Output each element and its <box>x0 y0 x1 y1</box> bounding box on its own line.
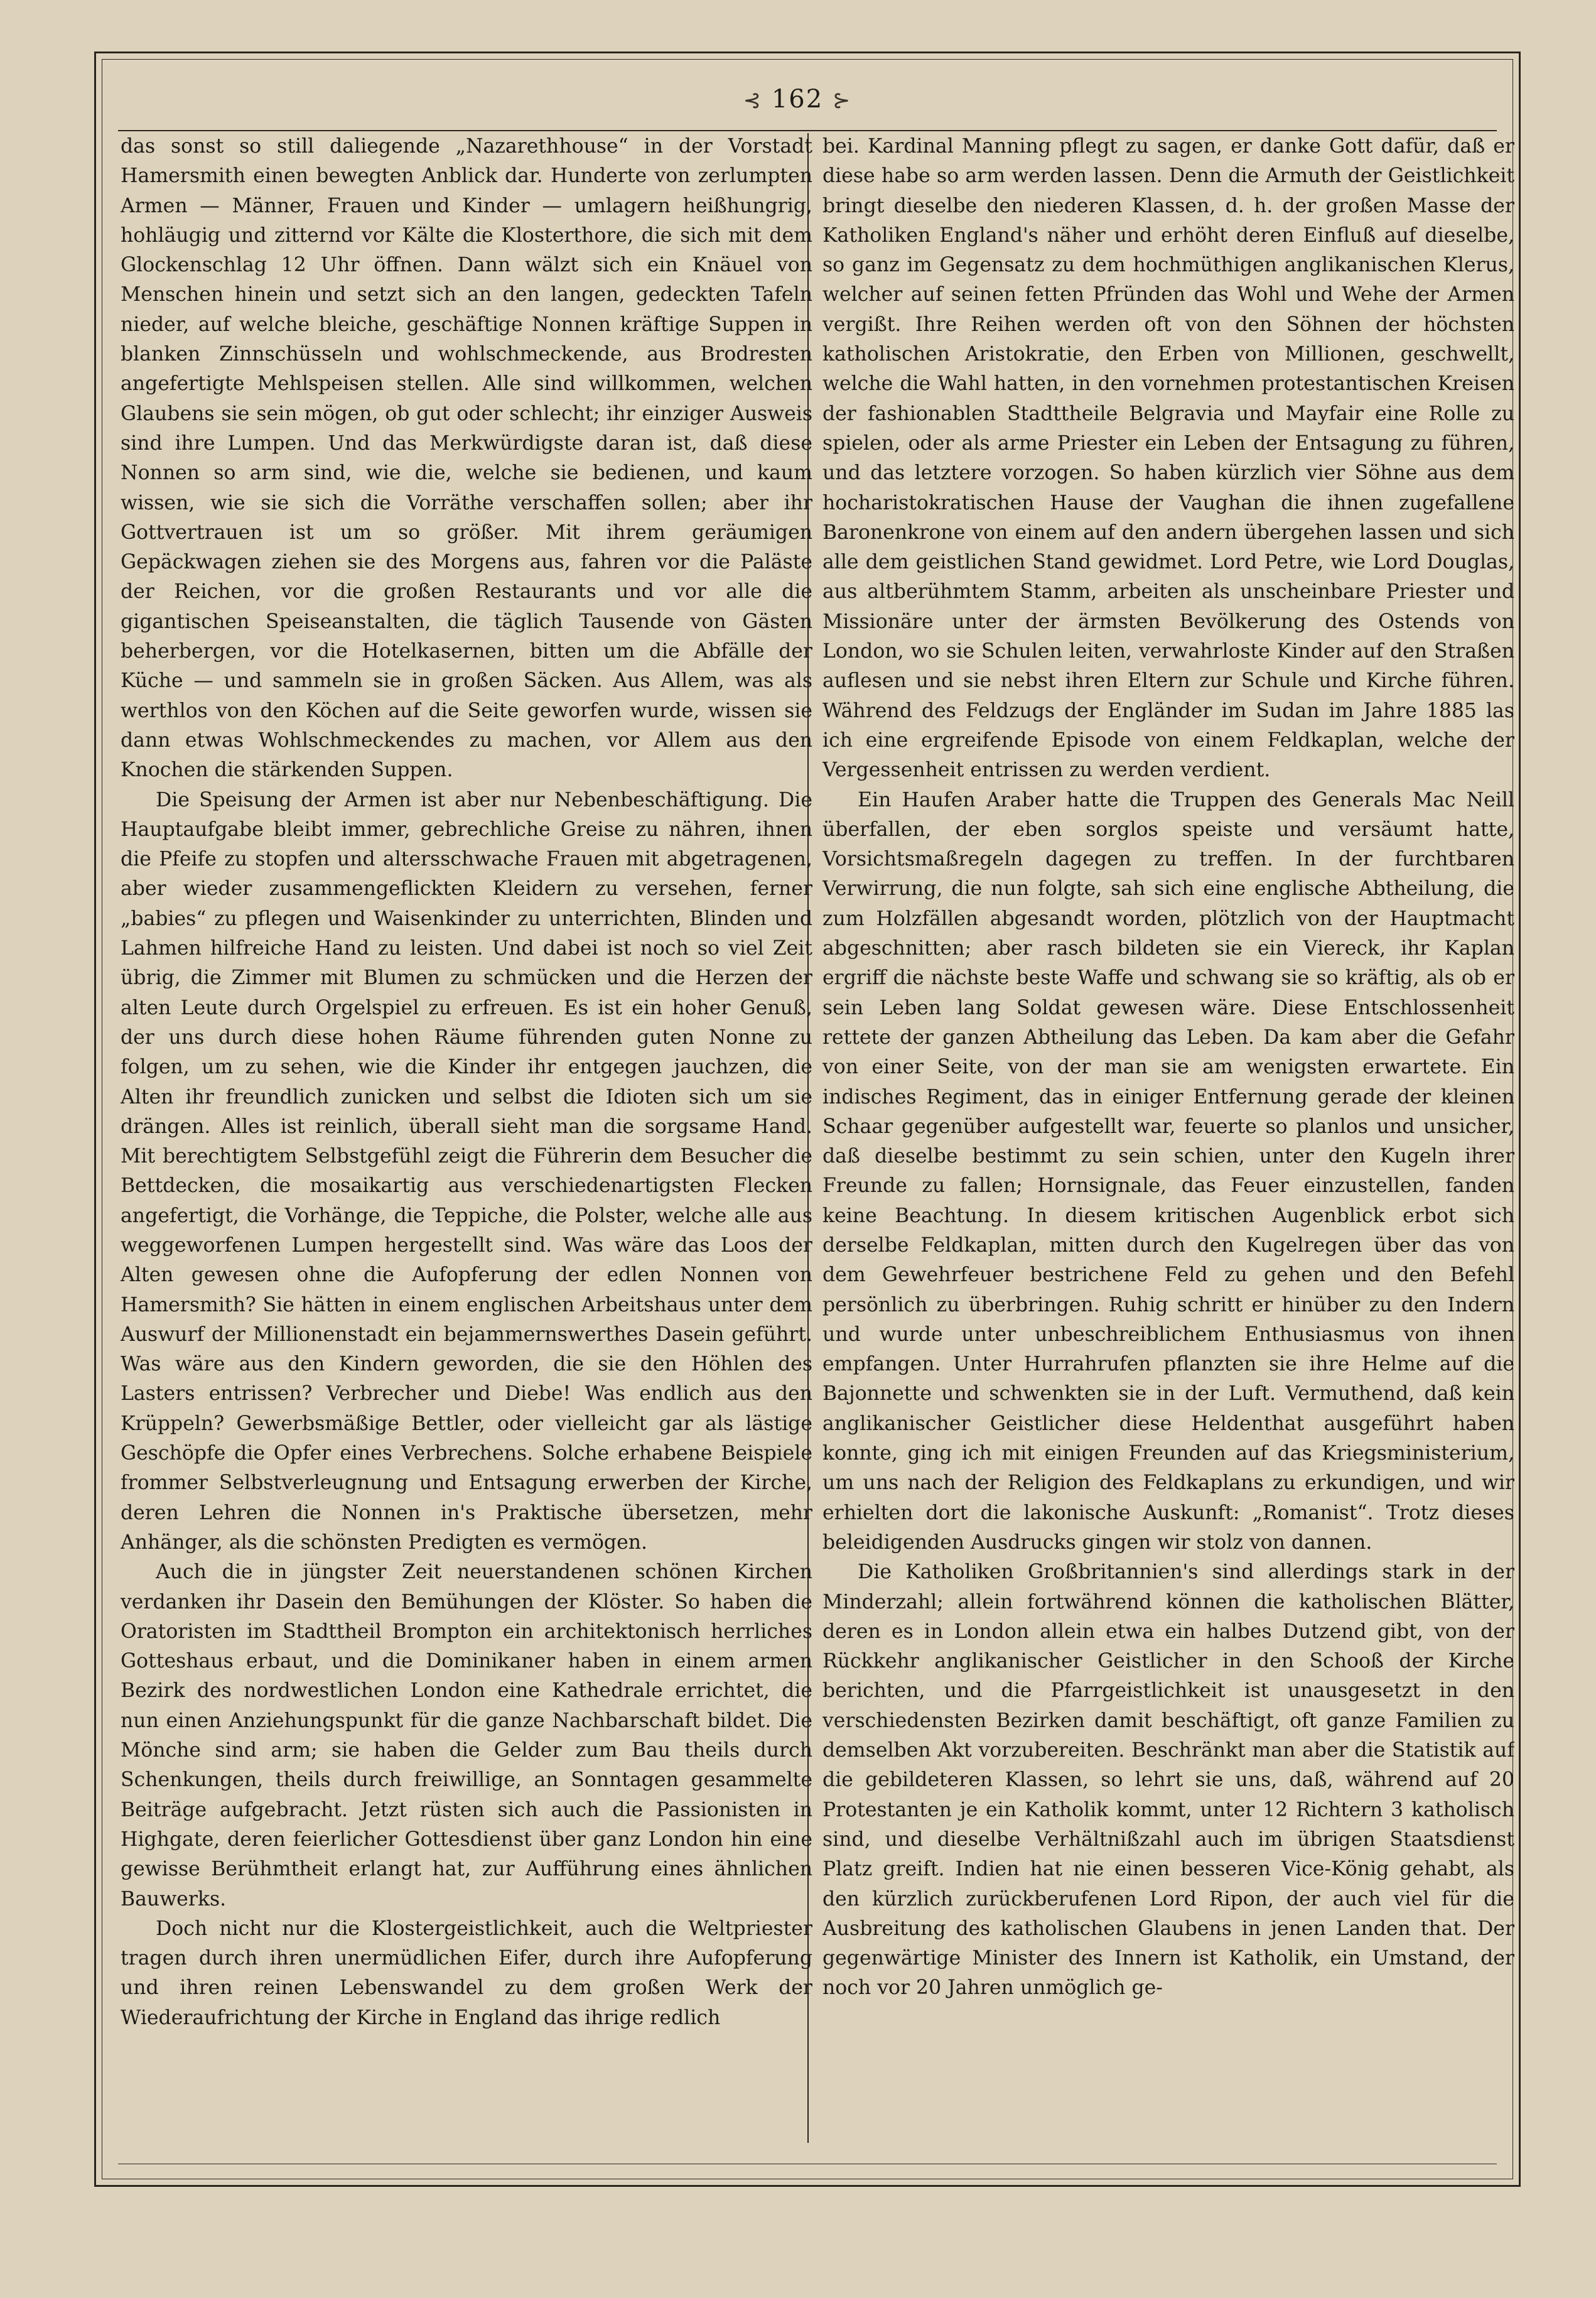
paragraph: Auch die in jüngster Zeit neuerstandenen schönen Kirchen verdanken ihr Dasein den Bemühungen der Klöster. So haben die Oratoristen im Stadttheil Brompton ein architektonisch herrliches Gotteshaus erbaut, und die Dominikaner haben in einem armen Bezirk des nordwestlichen London eine Kathedrale errichtet, die nun einen Anziehungspunkt für die ganze Nachbarschaft bildet. Die Mönche sind arm; sie haben die Gelder zum Bau theils durch Schenkungen, theils durch freiwillige, an Sonntagen gesammelte Beiträge aufgebracht. Jetzt rüsten sich auch die Passionisten in Highgate, deren feierlicher Gottesdienst über ganz London hin eine gewisse Berühmtheit erlangt hat, zur Aufführung eines ähnlichen Bauwerks. <box>121 1561 812 1910</box>
page-number: 162 <box>771 85 824 114</box>
ornament-right-icon: ⊱ <box>832 88 852 113</box>
header-rule <box>118 130 1497 131</box>
left-column <box>121 132 812 2148</box>
paragraph: Die Speisung der Armen ist aber nur Nebenbeschäftigung. Die Hauptaufgabe bleibt immer, gebrechliche Greise zu nähren, ihnen die Pfeife zu stopfen und altersschwache Frauen mit abgetragenen, aber wieder zusammengeflickten Kleidern zu versehen, ferner „babies“ zu pflegen und Waisenkinder zu unterrichten, Blinden und Lahmen hilfreiche Hand zu leisten. Und dabei ist noch so viel Zeit übrig, die Zimmer mit Blumen zu schmücken und die Herzen der alten Leute durch Orgelspiel zu erfreuen. Es ist ein hoher Genuß, der uns durch diese hohen Räume führenden guten Nonne zu folgen, um zu sehen, wie die Kinder ihr entgegen jauchzen, die Alten ihr freundlich zunicken und selbst die Idioten sich um sie drängen. Alles ist reinlich, überall sieht man die sorgsame Hand. Mit berechtigtem Selbstgefühl zeigt die Führerin dem Besucher die Bettdecken, die mosaikartig aus verschiedenartigsten Flecken angefertigt, die Vorhänge, die Teppiche, die Polster, welche alle aus weggeworfenen Lumpen hergestellt sind. Was wäre das Loos der Alten gewesen ohne die Aufopferung der edlen Nonnen von Hamersmith? Sie hätten in einem englischen Arbeitshaus unter dem Auswurf der Millionenstadt ein bejammernswerthes Dasein geführt. Was wäre aus den Kindern geworden, die sie den Höhlen des Lasters entrissen? Verbrecher und Diebe! Was endlich aus den Krüppeln? Gewerbsmäßige Bettler, oder vielleicht gar als lästige Geschöpfe die Opfer eines Verbrechens. Solche erhabene Beispiele frommer Selbstverleugnung und Entsagung erwerben der Kirche, deren Lehren die Nonnen in's Praktische übersetzen, mehr Anhänger, als die schönsten Predigten es vermögen. <box>121 788 812 1554</box>
paragraph: das sonst so still daliegende „Nazarethhouse“ in der Vorstadt Hamersmith einen bewegten Anblick dar. Hunderte von zerlumpten Armen — Männer, Frauen und Kinder — umlagern heißhungrig, hohläugig und zitternd vor Kälte die Klosterthore, die sich mit dem Glockenschlag 12 Uhr öffnen. Dann wälzt sich ein Knäuel von Menschen hinein und setzt sich an den langen, gedeckten Tafeln nieder, auf welche bleiche, geschäftige Nonnen kräftige Suppen in blanken Zinnschüsseln und wohlschmeckende, aus Brodresten angefertigte Mehlspeisen stellen. Alle sind willkommen, welchen Glaubens sie sein mögen, ob gut oder schlecht; ihr einziger Ausweis sind ihre Lumpen. Und das Merkwürdigste daran ist, daß diese Nonnen so arm sind, wie die, welche sie bedienen, und kaum wissen, wie sie sich die Vorräthe verschaffen sollen; aber ihr Gottvertrauen ist um so größer. Mit ihrem geräumigen Gepäckwagen ziehen sie des Morgens aus, fahren vor die Paläste der Reichen, vor die großen Restaurants und vor alle die gigantischen Speiseanstalten, die täglich Tausende von Gästen beherbergen, vor die Hotelkasernen, bitten um die Abfälle der Küche — und sammeln sie in großen Säcken. Aus Allem, was als werthlos von den Köchen auf die Seite geworfen wurde, wissen sie dann etwas Wohlschmeckendes zu machen, vor Allem aus den Knochen die stärkenden Suppen. <box>121 135 812 782</box>
paragraph: bei. Kardinal Manning pflegt zu sagen, er danke Gott dafür, daß er diese habe so arm werden lassen. Denn die Armuth der Geistlichkeit bringt dieselbe den niederen Klassen, d. h. der großen Masse der Katholiken England's näher und erhöht deren Einfluß auf dieselbe, so ganz im Gegensatz zu dem hochmüthigen anglikanischen Klerus, welcher auf seinen fetten Pfründen das Wohl und Wehe der Armen vergißt. Ihre Reihen werden oft von den Söhnen der höchsten katholischen Aristokratie, den Erben von Millionen, geschwellt, welche die Wahl hatten, in den vornehmen protestantischen Kreisen der fashionablen Stadttheile Belgravia und Mayfair eine Rolle zu spielen, oder als arme Priester ein Leben der Entsagung zu führen, und das letztere vorzogen. So haben kürzlich vier Söhne aus dem hocharistokratischen Hause der Vaughan die ihnen zugefallene Baronenkrone von einem auf den andern übergehen lassen und sich alle dem geistlichen Stand gewidmet. Lord Petre, wie Lord Douglas, aus altberühmtem Stamm, arbeiten als unscheinbare Priester und Missionäre unter der ärmsten Bevölkerung des Ostends von London, wo sie Schulen leiten, verwahrloste Kinder auf den Straßen auflesen und sie nebst ihren Eltern zur Schule und Kirche führen. Während des Feldzugs der Engländer im Sudan im Jahre 1885 las ich eine ergreifende Episode von einem Feldkaplan, welche der Vergessenheit entrissen zu werden verdient. <box>822 135 1514 782</box>
paragraph: Die Katholiken Großbritannien's sind allerdings stark in der Minderzahl; allein fortwährend können die katholischen Blätter, deren es in London allein etwa ein halbes Dutzend gibt, von der Rückkehr anglikanischer Geistlicher in den Schooß der Kirche berichten, und die Pfarrgeistlichkeit ist unausgesetzt in den verschiedensten Bezirken damit beschäftigt, oft ganze Familien zu demselben Akt vorzubereiten. Beschränkt man aber die Statistik auf die gebildeteren Klassen, so lehrt sie uns, daß, während auf 20 Protestanten je ein Katholik kommt, unter 12 Richtern 3 katholisch sind, und dieselbe Verhältnißzahl auch im übrigen Staatsdienst Platz greift. Indien hat nie einen besseren Vice-König gehabt, als den kürzlich zurückberufenen Lord Ripon, der auch viel für die Ausbreitung des katholischen Glaubens in jenen Landen that. Der gegenwärtige Minister des Innern ist Katholik, ein Umstand, der noch vor 20 Jahren unmöglich ge- <box>822 1561 1514 2000</box>
page-number-header <box>703 80 892 118</box>
paragraph: Ein Haufen Araber hatte die Truppen des Generals Mac Neill überfallen, der eben sorglos speiste und versäumt hatte, Vorsichtsmaßregeln dagegen zu treffen. In der furchtbaren Verwirrung, die nun folgte, sah sich eine englische Abtheilung, die zum Holzfällen abgesandt worden, plötzlich von der Hauptmacht abgeschnitten; aber rasch bildeten sie ein Viereck, ihr Kaplan ergriff die nächste beste Waffe und schwang sie so kräftig, als ob er sein Leben lang Soldat gewesen wäre. Diese Entschlossenheit rettete der ganzen Abtheilung das Leben. Da kam aber die Gefahr von einer Seite, von der man sie am wenigsten erwartete. Ein indisches Regiment, das in einiger Entfernung gerade der kleinen Schaar gegenüber aufgestellt war, feuerte so planlos und unsicher, daß dieselbe bestimmt zu sein schien, unter den Kugeln ihrer Freunde zu fallen; Hornsignale, das Feuer einzustellen, fanden keine Beachtung. In diesem kritischen Augenblick erbot sich derselbe Feldkaplan, mitten durch den Kugelregen über das von dem Gewehrfeuer bestrichene Feld zu gehen und den Befehl persönlich zu überbringen. Ruhig schritt er hinüber zu den Indern und wurde unter unbeschreiblichem Enthusiasmus von ihnen empfangen. Unter Hurrahrufen pflanzten sie ihre Helme auf die Bajonnette und schwenkten sie in der Luft. Vermuthend, daß kein anglikanischer Geistlicher diese Heldenthat ausgeführt haben konnte, ging ich mit einigen Freunden auf das Kriegsministerium, um uns nach der Religion des Feldkaplans zu erkundigen, und wir erhielten dort die lakonische Auskunft: „Romanist“. Trotz dieses beleidigenden Ausdrucks gingen wir stolz von dannen. <box>822 788 1514 1554</box>
ornament-left-icon: ⊰ <box>743 88 763 113</box>
right-column <box>822 132 1514 2148</box>
paragraph: Doch nicht nur die Klostergeistlichkeit, auch die Weltpriester tragen durch ihren unermüdlichen Eifer, durch ihre Aufopferung und ihren reinen Lebenswandel zu dem großen Werk der Wiederaufrichtung der Kirche in England das ihrige redlich <box>121 1917 812 2029</box>
